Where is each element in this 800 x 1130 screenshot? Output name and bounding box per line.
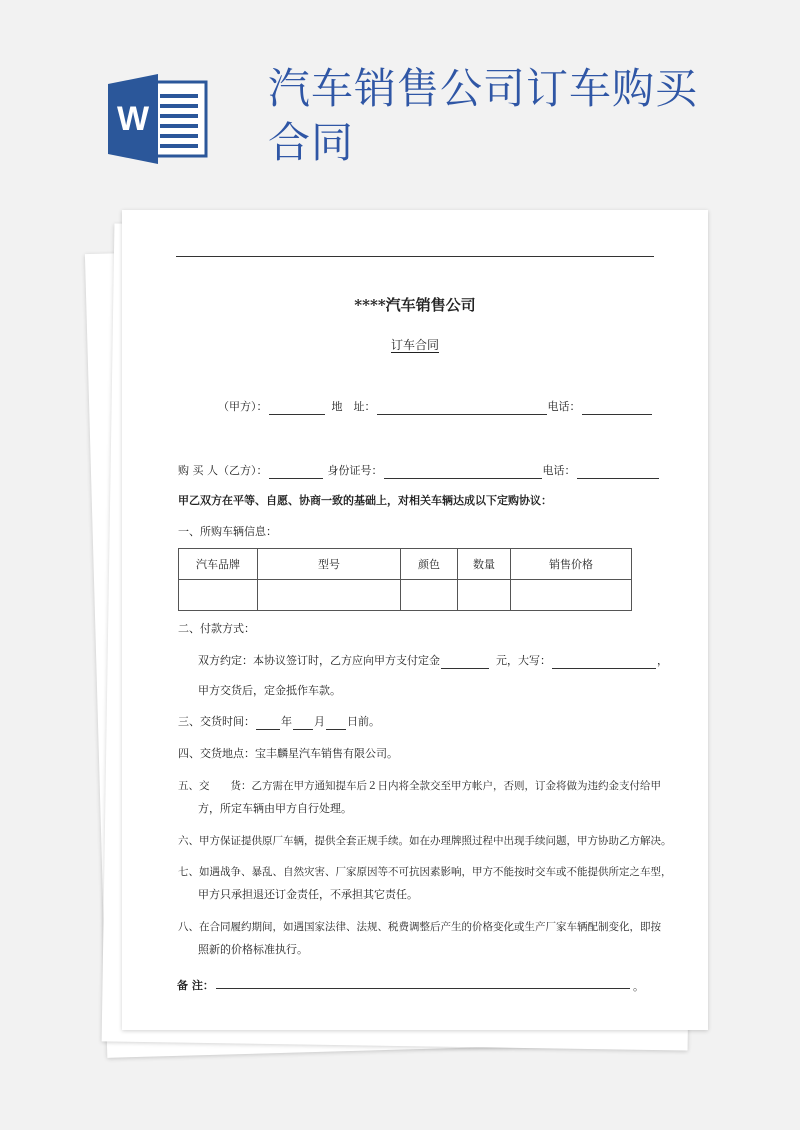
party-a-phone-blank (582, 402, 652, 415)
section-3: 三、交货时间： 年 月 日前。 (178, 715, 380, 728)
remarks-end: 。 (633, 980, 644, 993)
section-1-title: 一、所购车辆信息： (178, 525, 277, 538)
section-6: 六、甲方保证提供原厂车辆，提供全套正规手续。如在办理牌照过程中出现手续问题，甲方协助乙方解决。 (178, 835, 672, 847)
party-b-phone-label: 电话： (542, 464, 576, 477)
section-2-title: 二、付款方式： (178, 622, 255, 635)
table-row (179, 580, 632, 611)
table-cell (179, 580, 258, 611)
id-number-label: 身份证号： (327, 464, 383, 477)
page-title-line2: 合同 (268, 118, 355, 167)
table-header-quantity: 数量 (458, 549, 511, 580)
party-b-phone-blank (577, 466, 659, 479)
remarks-label: 备 注： (177, 979, 214, 992)
word-icon (108, 74, 212, 164)
section-2-line-2: 甲方交货后，定金抵作车款。 (198, 684, 341, 697)
section-2-line-1: 双方约定：本协议签订时，乙方应向甲方支付定金 元，大写： ， (198, 654, 668, 667)
table-cell (258, 580, 401, 611)
table-header-model: 型号 (258, 549, 401, 580)
address-label: 地 址： (331, 400, 376, 413)
table-header-brand: 汽车品牌 (179, 549, 258, 580)
table-header-row (179, 549, 632, 580)
document-page (122, 210, 708, 1030)
year-blank (256, 717, 280, 730)
section-7-line-2: 甲方只承担退还订金责任，不承担其它责任。 (198, 888, 418, 901)
contract-title: 订车合同 (390, 338, 439, 352)
day-blank (326, 717, 346, 730)
table-cell (511, 580, 632, 611)
section-7-line-1: 七、如遇战争、暴乱、自然灾害、厂家原因等不可抗因素影响，甲方不能按时交车或不能提供所定之车型， (178, 866, 672, 878)
party-a-label: （甲方）： (218, 400, 268, 413)
deposit-words-blank (552, 656, 656, 669)
table-header-price: 销售价格 (511, 549, 632, 580)
month-blank (293, 717, 313, 730)
page-title (268, 62, 708, 170)
header-rule (176, 256, 654, 257)
section-5-line-2: 方，所定车辆由甲方自行处理。 (198, 802, 352, 815)
vehicle-info-table (178, 548, 632, 611)
table-header-color: 颜色 (401, 549, 458, 580)
party-a-phone-label: 电话： (547, 400, 581, 413)
table-cell (401, 580, 458, 611)
address-blank (377, 402, 547, 415)
party-a-row (218, 399, 653, 415)
word-icon-letter: W (116, 100, 150, 138)
company-name: ****汽车销售公司 (354, 296, 476, 314)
preamble: 甲乙双方在平等、自愿、协商一致的基础上，对相关车辆达成以下定购协议： (178, 494, 552, 507)
id-number-blank (384, 466, 542, 479)
deposit-amount-blank (441, 656, 489, 669)
section-8-line-1: 八、在合同履约期间，如遇国家法律、法规、税费调整后产生的价格变化或生产厂家车辆配制变化，即按 (178, 921, 661, 933)
party-a-blank (269, 402, 325, 415)
party-b-label: 购 买 人（乙方）： (178, 464, 268, 477)
party-b-blank (269, 466, 323, 479)
page-title-line1: 汽车销售公司订车购买 (268, 64, 699, 113)
table-cell (458, 580, 511, 611)
section-5-line-1: 五、交 货：乙方需在甲方通知提车后２日内将全款交至甲方帐户，否则，订金将做为违约金支付给甲 (178, 780, 661, 792)
section-8-line-2: 照新的价格标准执行。 (198, 943, 308, 956)
party-b-row (178, 463, 660, 479)
remarks-blank (216, 988, 630, 989)
section-4: 四、交货地点：宝丰麟星汽车销售有限公司。 (178, 747, 398, 760)
